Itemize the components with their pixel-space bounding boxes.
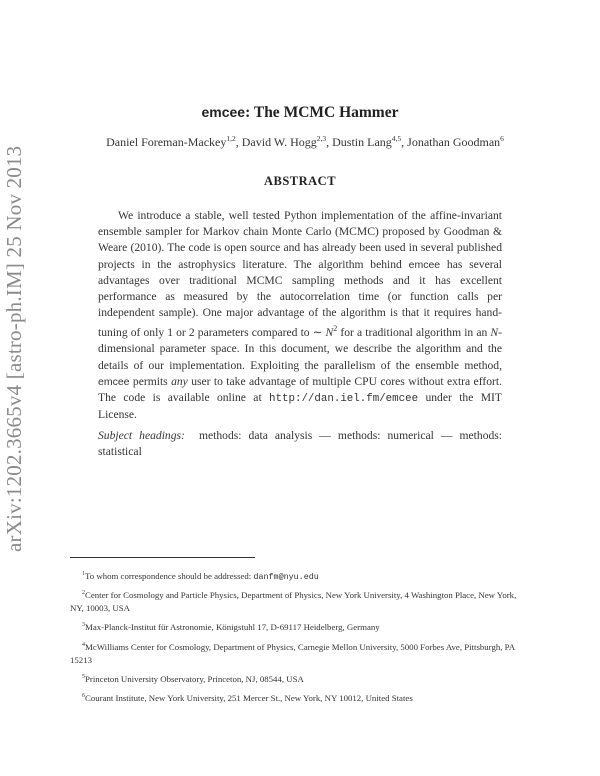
- footnote-2: [70, 587, 530, 615]
- abstract-text: under the MIT License.: [98, 391, 502, 422]
- contact-email-link[interactable]: danfm@nyu.edu: [253, 571, 319, 582]
- author-affiliation: 6: [500, 134, 504, 143]
- code-name: emcee: [408, 258, 441, 271]
- abstract-text: has several advantages over traditional MCMC sampling methods and it has excellent performance as measured by the autocorrelation time (or function calls per independent sample). One major advantage of the algorithm is that it requires hand-tuning of only 1 or 2 parameters compared to ∼: [98, 257, 502, 340]
- author-affiliation: 2,3: [316, 134, 327, 143]
- abstract-text: user to take advantage of multiple CPU cores without extra effort. The code is available online at: [98, 374, 502, 405]
- title-rest: : The MCMC Hammer: [245, 104, 399, 121]
- footnote-number: 1: [82, 571, 85, 577]
- subject-headings: [98, 428, 502, 460]
- footnote-text: Max-Planck-Institut für Astronomie, Königstuhl 17, D-69117 Heidelberg, Germany: [85, 621, 380, 632]
- abstract-heading: ABSTRACT: [263, 174, 337, 188]
- footnote-divider: [70, 557, 255, 558]
- footnote-text: Courant Institute, New York University, 251 Mercer St., New York, NY 10012, United States: [85, 692, 413, 703]
- author-name: Dustin Lang: [332, 135, 392, 149]
- math-symbol: N: [325, 326, 334, 340]
- abstract-body: [98, 208, 502, 424]
- author-name: Jonathan Goodman: [407, 135, 501, 149]
- footnote-5: [70, 671, 530, 686]
- abstract-text: We introduce a stable, well tested Python implementation of the affine-invariant ensemble sampler for Markov chain Monte Carlo (MCMC) proposed by Goodman & Weare (2010). The code is open source and has already been used in several published projects in the astrophysics literature. The algorithm behind: [98, 209, 502, 271]
- footnote-4: [70, 639, 530, 667]
- paper-title: [0, 104, 600, 122]
- footnote-text: To whom correspondence should be addressed:: [85, 570, 254, 581]
- author-affiliation: 1,2: [226, 134, 236, 143]
- footnote-number: 2: [82, 590, 85, 596]
- footnote-number: 3: [82, 622, 85, 628]
- footnote-number: 5: [82, 674, 85, 680]
- footnote-3: [70, 619, 530, 634]
- author-name: Daniel Foreman-Mackey: [106, 135, 227, 149]
- subject-headings-text: methods: data analysis — methods: numerical — methods: statistical: [98, 429, 503, 459]
- footnote-number: 4: [82, 642, 85, 648]
- footnote-1: [70, 568, 530, 584]
- footnote-text: Princeton University Observatory, Princeton, NJ, 08544, USA: [85, 673, 304, 684]
- footnote-text: McWilliams Center for Cosmology, Department of Physics, Carnegie Mellon University, 5000 Forbes Ave, Pittsburgh, PA 15213: [70, 641, 515, 665]
- footnote-number: 6: [82, 693, 85, 699]
- math-symbol: N: [490, 326, 499, 340]
- code-url-link[interactable]: http://dan.iel.fm/emcee: [269, 393, 419, 406]
- footnote-6: [70, 690, 530, 705]
- arxiv-identifier-stamp: arXiv:1202.3665v4 [astro-ph.IM] 25 Nov 2013: [2, 145, 26, 552]
- footnote-text: Center for Cosmology and Particle Physics, Department of Physics, New York University, 4 Washington Place, New York, NY, 10003, USA: [70, 589, 517, 613]
- subject-headings-label: Subject headings:: [98, 429, 185, 442]
- author-list: Daniel Foreman-Mackey$^{1,2}$, David W. Hogg$^{2,3}$, Dustin Lang$^{4,5}$, Jonathan Goodman$^6$: [106, 134, 504, 149]
- abstract-text: permits: [129, 374, 172, 388]
- title-code-name: emcee: [201, 104, 246, 120]
- author-affiliation: 4,5: [391, 134, 402, 143]
- abstract-text: for a traditional algorithm in an: [337, 326, 491, 340]
- math-exponent: 2: [333, 324, 338, 334]
- code-name: emcee: [98, 375, 130, 388]
- abstract-text: -dimensional parameter space. In this document, we describe the algorithm and the details of our implementation. Exploiting the parallelism of the ensemble method,: [98, 326, 502, 372]
- emphasis-text: any: [171, 374, 188, 388]
- author-name: David W. Hogg: [241, 135, 317, 149]
